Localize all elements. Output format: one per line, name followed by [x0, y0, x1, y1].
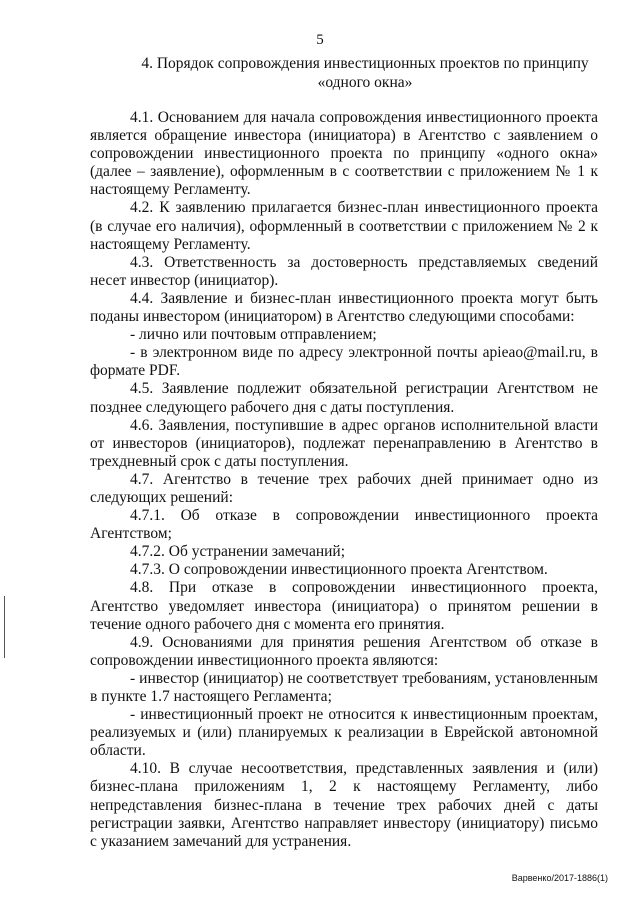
section-heading-line-1: 4. Порядок сопровождения инвестиционных проектов по принципу — [141, 55, 589, 72]
list-item-project-region: - инвестиционный проект не относится к инвестиционным проектам, реализуемых и (или) планируемых к реализации в Еврейской автономной области. — [90, 706, 598, 760]
list-item-in-person: - лично или почтовым отправлением; — [130, 326, 377, 344]
paragraph-4-6: 4.6. Заявления, поступившие в адрес органов исполнительной власти от инвесторов (инициаторов), подлежат перенаправлению в Агентство в трехдневный срок с даты поступления. — [90, 416, 598, 470]
paragraph-4-3: 4.3. Ответственность за достоверность представляемых сведений несет инвестор (инициатор). — [90, 253, 598, 289]
scan-artifact-line — [4, 596, 5, 658]
paragraph-4-8: 4.8. При отказе в сопровождении инвестиционного проекта, Агентство уведомляет инвестора (инициатора) о принятом решении в течение одного рабочего дня с момента его принятия. — [90, 579, 598, 633]
document-reference: Варвенко/2017-1886(1) — [511, 873, 608, 883]
paragraph-4-2: 4.2. К заявлению прилагается бизнес-план инвестиционного проекта (в случае его наличия), оформленный в соответствии с приложением № 2 к настоящему Регламенту. — [90, 199, 598, 253]
section-heading — [130, 54, 600, 92]
paragraph-4-5: 4.5. Заявление подлежит обязательной регистрации Агентством не позднее следующего рабочего дня с даты поступления. — [90, 380, 598, 416]
list-item-electronic: - в электронном виде по адресу электронной почты apieao@mail.ru, в формате PDF. — [90, 344, 598, 380]
paragraph-4-7: 4.7. Агентство в течение трех рабочих дней принимает одно из следующих решений: — [90, 470, 598, 506]
paragraph-4-4: 4.4. Заявление и бизнес-план инвестиционного проекта могут быть поданы инвестором (инициатором) в Агентство следующими способами: — [90, 289, 598, 326]
paragraph-4-1: 4.1. Основанием для начала сопровождения инвестиционного проекта является обращение инвестора (инициатора) в Агентство с заявлением о сопровождении инвестиционного проекта по принципу «одного окна» (далее – заявление), оформленным в с соответствии с приложением № 1 к настоящему Регламенту. — [90, 109, 598, 199]
paragraph-4-7-1: 4.7.1. Об отказе в сопровождении инвестиционного проекта Агентством; — [90, 507, 598, 543]
paragraph-4-9: 4.9. Основаниями для принятия решения Агентством об отказе в сопровождении инвестиционного проекта являются: — [90, 633, 598, 669]
paragraph-4-7-2: 4.7.2. Об устранении замечаний; — [130, 543, 346, 561]
document-body — [90, 109, 598, 851]
section-heading-line-2: «одного окна» — [317, 74, 413, 91]
list-item-investor-requirements: - инвестор (инициатор) не соответствует требованиям, установленным в пункте 1.7 настоящего Регламента; — [90, 669, 598, 705]
paragraph-4-10: 4.10. В случае несоответствия, представленных заявления и (или) бизнес-плана приложениям 1, 2 к настоящему Регламенту, либо непредставления бизнес-плана в течение трех рабочих дней с даты регистрации заявки, Агентство направляет инвестору (инициатору) письмо с указанием замечаний для устранения. — [90, 760, 598, 850]
page-number: 5 — [316, 32, 324, 48]
paragraph-4-7-3: 4.7.3. О сопровождении инвестиционного проекта Агентством. — [130, 561, 548, 579]
